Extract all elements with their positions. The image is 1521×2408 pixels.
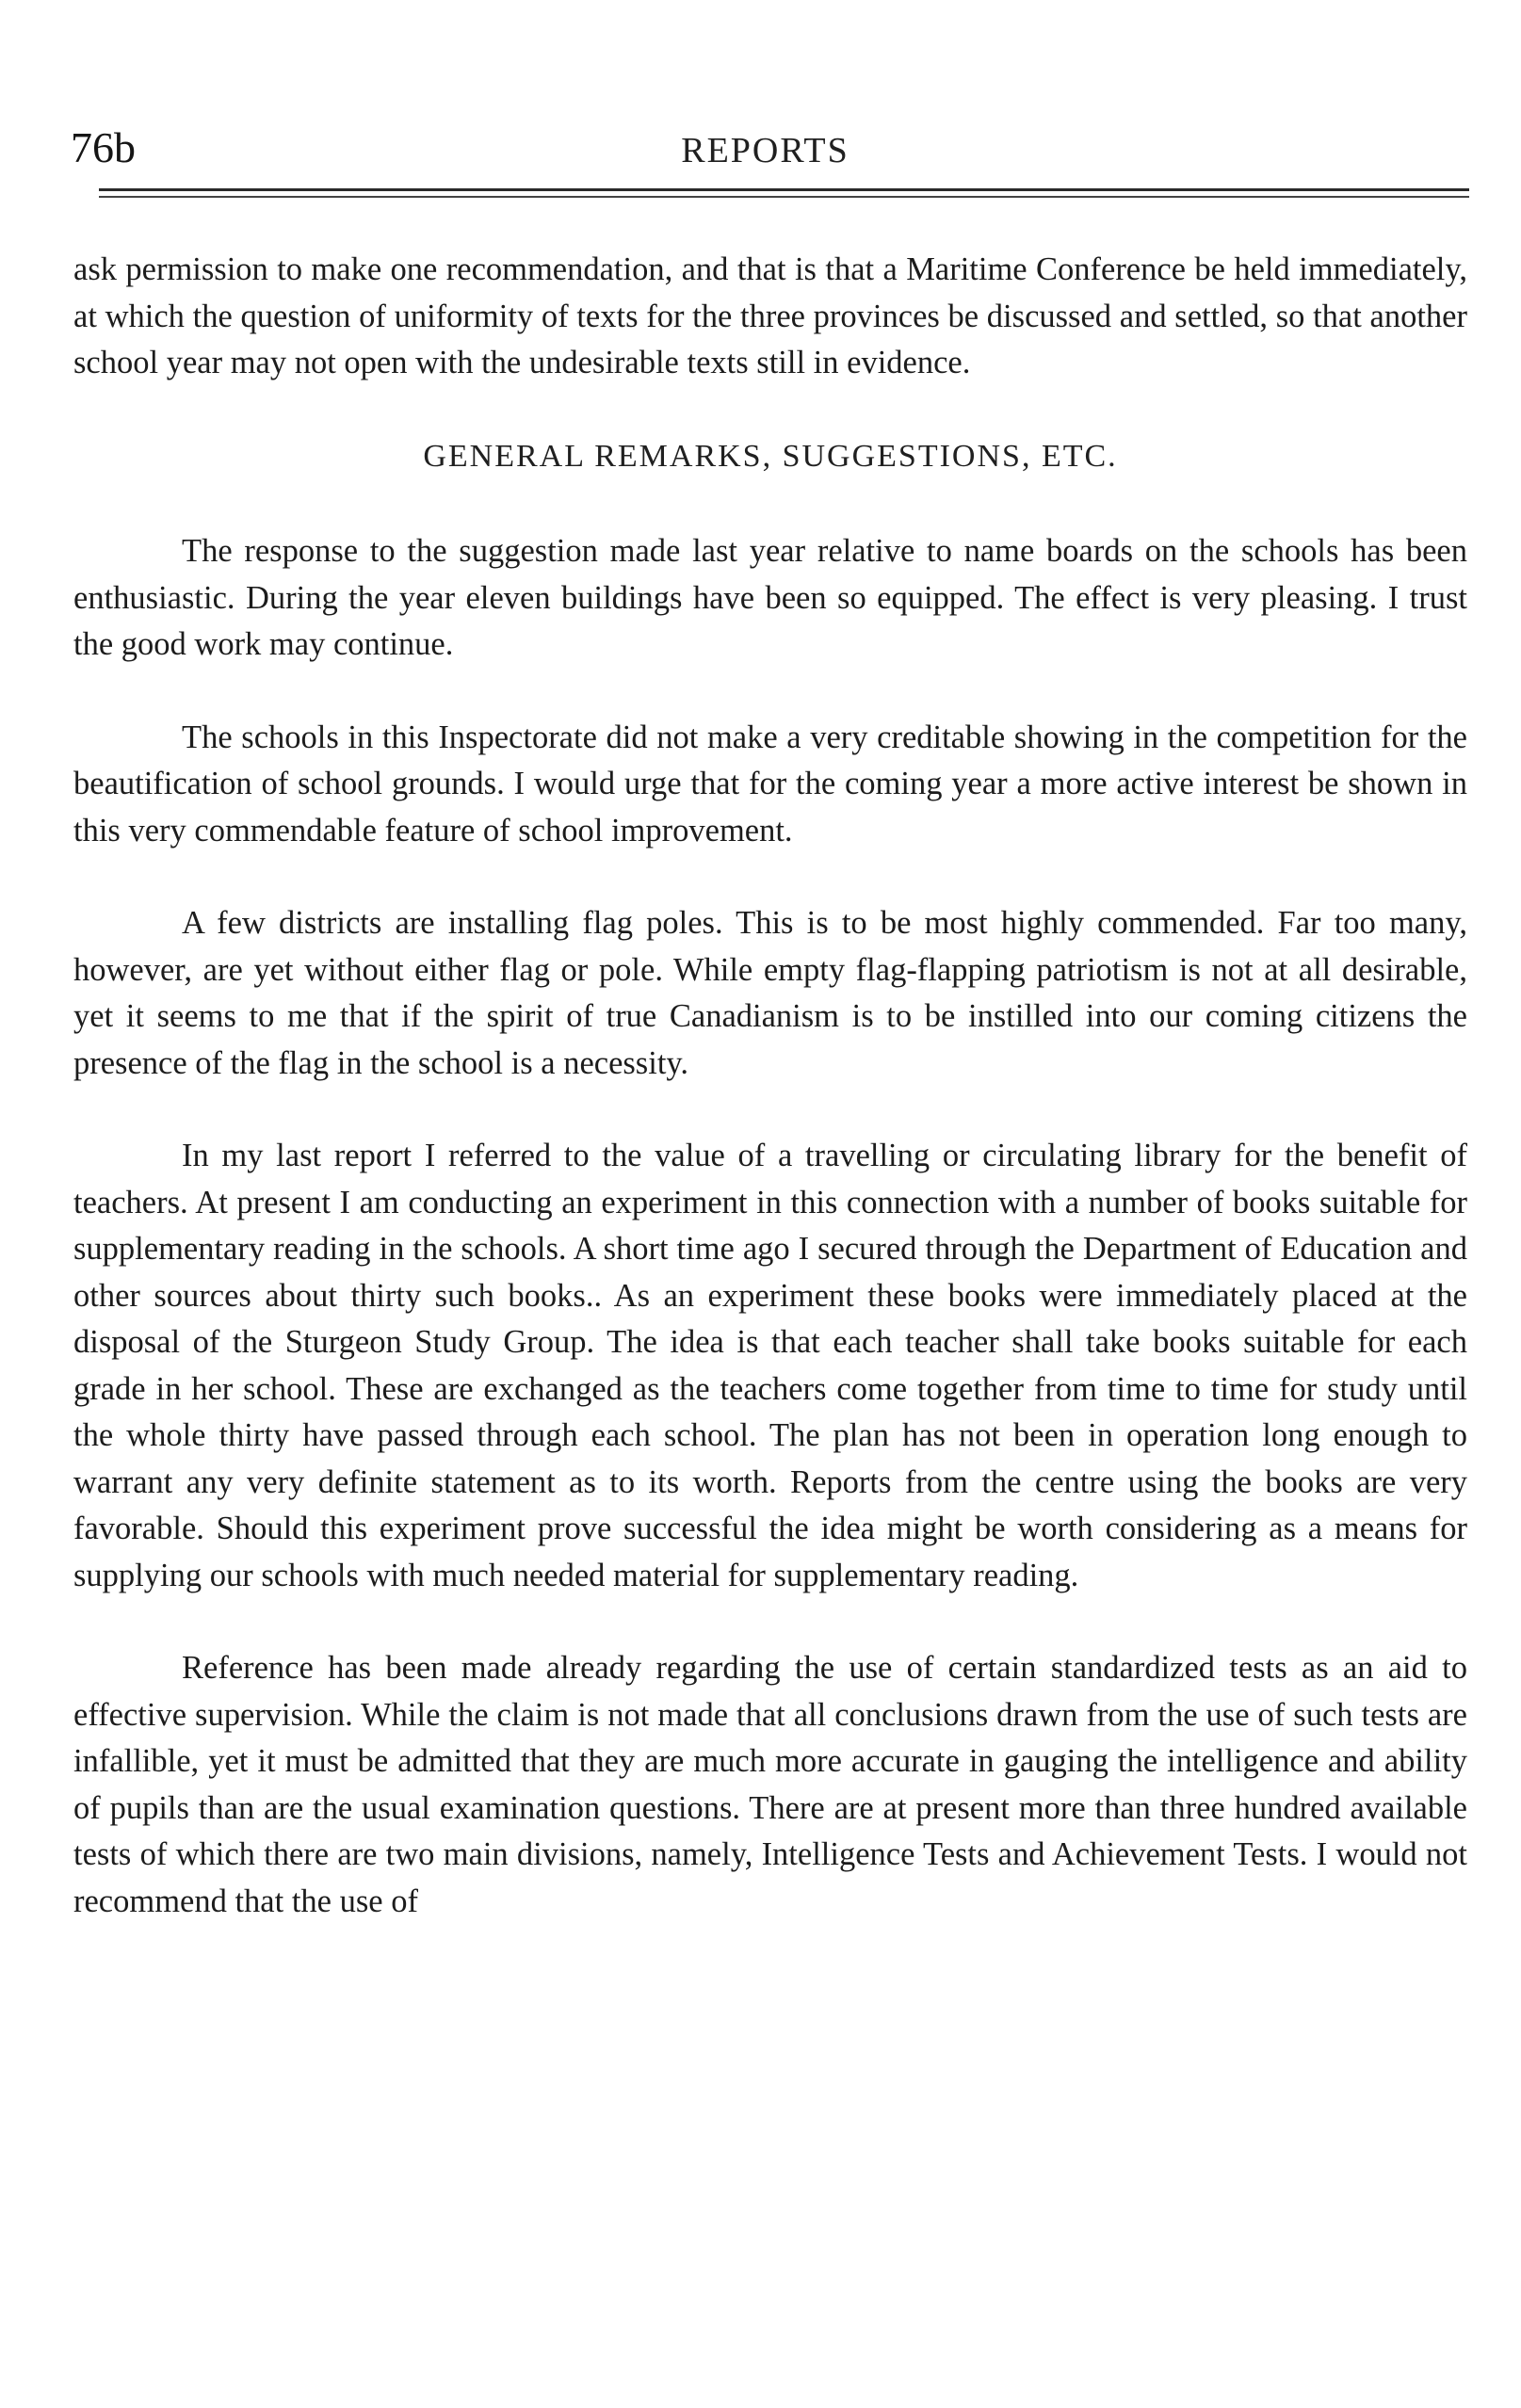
paragraph-school-grounds: The schools in this Inspectorate did not make a very creditable showing in the competition for the beautification of school grounds. I would urge that for the coming year a more active interest be shown in this very commendable feature of school improvement.	[73, 719, 1467, 848]
section-heading: GENERAL REMARKS, SUGGESTIONS, ETC.	[423, 438, 1118, 474]
page-number: 76b	[71, 123, 136, 171]
paragraph-flag-poles: A few districts are installing flag poles. This is to be most highly commended. Far too many, however, are yet without either flag or pole. While empty flag-flapping patriotism is not at all desirable, yet it seems to me that if the spirit of true Canadianism is to be instilled into our coming citizens the presence of the flag in the school is a necessity.	[73, 905, 1467, 1081]
page-header	[71, 122, 1460, 188]
header-rule	[99, 188, 1469, 191]
paragraph-name-boards: The response to the suggestion made last year relative to name boards on the schools has been enthusiastic. During the year eleven buildings have been so equipped. The effect is very pleasing. I trust the good work may continue.	[73, 533, 1467, 662]
paragraph-standardized-tests: Reference has been made already regarding the use of certain standardized tests as an aid to effective supervision. While the claim is not made that all conclusions drawn from the use of such tests are infallible, yet it must be admitted that they are much more accurate in gauging the intelligence and ability of pupils than are the usual examination questions. There are at present more than three hundred available tests of which there are two main divisions, namely, Intelligence Tests and Achievement Tests. I would not recommend that the use of	[73, 1650, 1467, 1919]
paragraph-circulating-library: In my last report I referred to the value of a travelling or circulating library for the benefit of teachers. At present I am conducting an experiment in this connection with a number of books suitable for supplementary reading in the schools. A short time ago I secured through the Department of Education and other sources about thirty such books.. As an experiment these books were immediately placed at the disposal of the Sturgeon Study Group. The idea is that each teacher shall take books suitable for each grade in her school. These are exchanged as the teachers come together from time to time for study until the whole thirty have passed through each school. The plan has not been in operation long enough to warrant any very definite statement as to its worth. Reports from the centre using the books are very favorable. Should this experiment prove successful the idea might be worth considering as a means for supplying our schools with much needed material for supplementary reading.	[73, 1138, 1467, 1593]
report-body	[73, 247, 1467, 1971]
header-rule-secondary	[99, 196, 1469, 198]
continuation-paragraph: ask permission to make one recommendation, and that is that a Maritime Conference be held immediately, at which the question of uniformity of texts for the three provinces be discussed and settled, so that another school year may not open with the undesirable texts still in evidence.	[73, 251, 1467, 380]
running-head: REPORTS	[681, 131, 849, 170]
